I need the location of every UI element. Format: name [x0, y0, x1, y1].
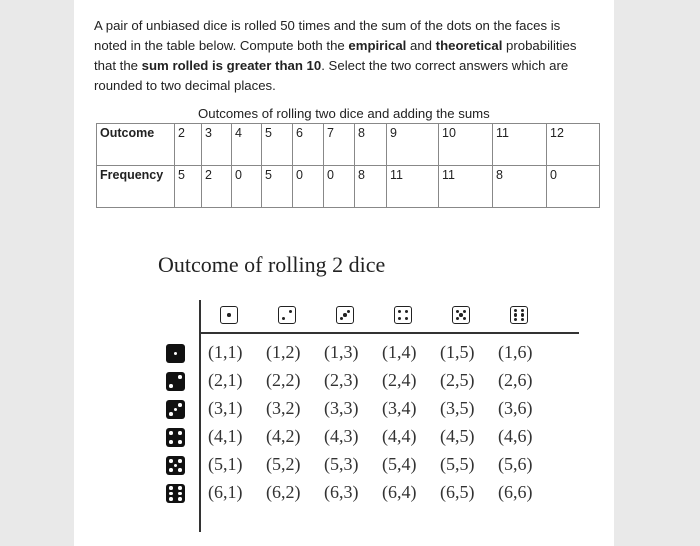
question-emphasis: sum rolled is greater than 10 — [141, 58, 322, 73]
die-pip — [169, 492, 173, 496]
dice-pair-cell: (2,1) — [208, 370, 243, 390]
die-pip — [169, 468, 173, 472]
die-pip — [514, 313, 518, 317]
die-four-icon — [394, 306, 412, 324]
dice-pair-cell: (6,1) — [208, 482, 243, 502]
dice-pair-cell: (2,2) — [266, 370, 301, 390]
question-part: A pair of unbiased dice is rolled 50 times and the sum of the dots on the faces is noted in the table below. Compute both the — [94, 18, 561, 53]
frequency-cell: 11 — [387, 166, 439, 208]
dice-pair-cell: (6,2) — [266, 482, 301, 502]
die-two-icon — [166, 372, 185, 391]
die-pip — [169, 440, 173, 444]
die-pip — [459, 313, 463, 317]
frequency-cell: 0 — [547, 166, 600, 208]
die-pip — [169, 497, 173, 501]
die-pip — [178, 468, 182, 472]
die-pip — [169, 431, 173, 435]
die-pip — [178, 375, 182, 379]
die-pip — [343, 313, 347, 317]
die-pip — [178, 403, 182, 407]
die-pip — [174, 464, 178, 468]
frequency-cell: 2 — [202, 166, 232, 208]
die-pip — [169, 412, 173, 416]
outcome-row-label: Outcome — [97, 124, 175, 166]
die-pip — [169, 384, 173, 388]
dice-pair-cell: (6,4) — [382, 482, 417, 502]
dice-pair-cell: (4,2) — [266, 426, 301, 446]
outcome-cell: 4 — [232, 124, 262, 166]
dice-pair-cell: (3,2) — [266, 398, 301, 418]
die-one-icon — [220, 306, 238, 324]
question-text — [94, 16, 594, 96]
outcome-row — [97, 124, 600, 166]
outcome-cell: 7 — [324, 124, 355, 166]
frequency-cell: 0 — [324, 166, 355, 208]
dice-pair-cell: (3,5) — [440, 398, 475, 418]
die-pip — [282, 317, 286, 321]
dice-pair-cell: (6,6) — [498, 482, 533, 502]
die-three-icon — [166, 400, 185, 419]
frequency-row-label: Frequency — [97, 166, 175, 208]
die-pip — [289, 310, 293, 314]
die-pip — [174, 408, 178, 412]
dice-pair-cell: (5,1) — [208, 454, 243, 474]
frequency-cell: 8 — [493, 166, 547, 208]
die-pip — [347, 310, 351, 314]
outcome-frequency-table — [96, 123, 600, 208]
outcome-cell: 10 — [439, 124, 493, 166]
die-pip — [398, 310, 402, 314]
dice-pair-cell: (5,6) — [498, 454, 533, 474]
frequency-cell: 0 — [232, 166, 262, 208]
dice-pair-cell: (3,3) — [324, 398, 359, 418]
dice-pair-cell: (5,5) — [440, 454, 475, 474]
dice-pair-cell: (1,2) — [266, 342, 301, 362]
question-part: and — [406, 38, 436, 53]
die-pip — [178, 440, 182, 444]
die-pip — [169, 459, 173, 463]
die-pip — [514, 309, 518, 313]
die-pip — [169, 486, 173, 490]
dice-pair-cell: (1,6) — [498, 342, 533, 362]
frequency-cell: 0 — [293, 166, 324, 208]
outcome-cell: 11 — [493, 124, 547, 166]
dice-pair-cell: (2,6) — [498, 370, 533, 390]
dice-pair-cell: (5,2) — [266, 454, 301, 474]
die-pip — [456, 317, 460, 321]
outcome-cell: 6 — [293, 124, 324, 166]
die-pip — [178, 431, 182, 435]
question-emphasis: empirical — [348, 38, 407, 53]
dice-pair-cell: (4,5) — [440, 426, 475, 446]
dice-pair-cell: (5,4) — [382, 454, 417, 474]
frequency-cell: 5 — [262, 166, 293, 208]
question-part: . Select the two correct answers which are rounded to two decimal places. — [94, 58, 569, 93]
dice-pair-cell: (6,3) — [324, 482, 359, 502]
die-pip — [178, 486, 182, 490]
die-pip — [521, 309, 525, 313]
die-three-icon — [336, 306, 354, 324]
die-five-icon — [452, 306, 470, 324]
die-six-icon — [166, 484, 185, 503]
die-pip — [174, 352, 178, 356]
dice-pair-cell: (1,4) — [382, 342, 417, 362]
dice-pair-cell: (1,1) — [208, 342, 243, 362]
dice-pair-cell: (2,4) — [382, 370, 417, 390]
dice-pair-cell: (5,3) — [324, 454, 359, 474]
die-pip — [514, 318, 518, 322]
die-four-icon — [166, 428, 185, 447]
die-pip — [178, 459, 182, 463]
die-pip — [340, 317, 344, 321]
dice-pair-cell: (3,1) — [208, 398, 243, 418]
dice-pair-cell: (4,1) — [208, 426, 243, 446]
die-pip — [178, 492, 182, 496]
die-pip — [521, 318, 525, 322]
die-six-icon — [510, 306, 528, 324]
die-two-icon — [278, 306, 296, 324]
dice-pair-cell: (2,3) — [324, 370, 359, 390]
dice-pair-cell: (4,4) — [382, 426, 417, 446]
frequency-cell: 5 — [175, 166, 202, 208]
die-pip — [405, 310, 409, 314]
question-part: probabilities that the — [94, 38, 577, 73]
dice-pair-cell: (3,6) — [498, 398, 533, 418]
dice-outcomes-title: Outcome of rolling 2 dice — [158, 252, 386, 277]
die-pip — [405, 317, 409, 321]
dice-pair-cell: (4,6) — [498, 426, 533, 446]
grid-horizontal-divider — [199, 332, 579, 334]
dice-pair-cell: (4,3) — [324, 426, 359, 446]
die-one-icon — [166, 344, 185, 363]
frequency-cell: 11 — [439, 166, 493, 208]
die-pip — [463, 310, 467, 314]
outcome-cell: 9 — [387, 124, 439, 166]
dice-pair-cell: (1,3) — [324, 342, 359, 362]
die-pip — [398, 317, 402, 321]
dice-pair-cell: (2,5) — [440, 370, 475, 390]
outcome-cell: 3 — [202, 124, 232, 166]
frequency-cell: 8 — [355, 166, 387, 208]
dice-pair-cell: (6,5) — [440, 482, 475, 502]
outcome-cell: 2 — [175, 124, 202, 166]
outcome-cell: 8 — [355, 124, 387, 166]
die-pip — [463, 317, 467, 321]
die-five-icon — [166, 456, 185, 475]
frequency-row — [97, 166, 600, 208]
grid-vertical-divider — [199, 300, 201, 532]
die-pip — [227, 313, 231, 317]
table-caption: Outcomes of rolling two dice and adding the sums — [198, 106, 490, 121]
die-pip — [521, 313, 525, 317]
question-emphasis: theoretical — [435, 38, 503, 53]
die-pip — [178, 497, 182, 501]
dice-pair-cell: (1,5) — [440, 342, 475, 362]
outcome-cell: 12 — [547, 124, 600, 166]
outcome-cell: 5 — [262, 124, 293, 166]
dice-pair-cell: (3,4) — [382, 398, 417, 418]
